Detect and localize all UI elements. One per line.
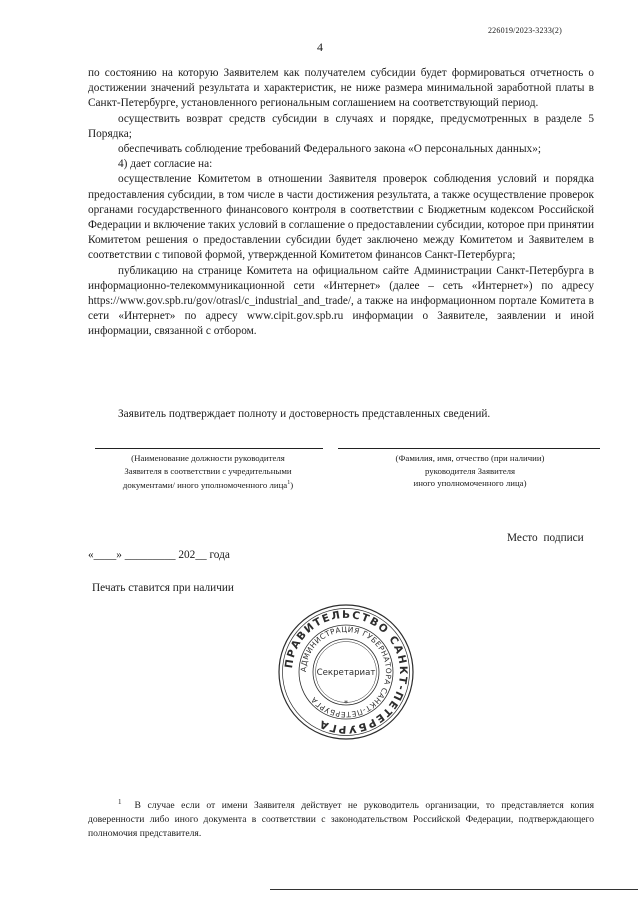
footnote [88,795,594,841]
footnote-ref: 1 [287,480,291,486]
document-body [88,66,594,340]
page-number: 4 [317,40,323,54]
seal-center-text: Секретариат [316,668,376,678]
paragraph-consent-publication: публикацию на странице Комитета на официальном сайте Администрации Санкт-Петербурга в информационно-телекоммуникационной сети «Интернет» (далее – сеть «Интернет») по адресу https://www.gov.spb.ru/gov/otrasl/c_industrial_and_trade/, а также на информационном портале Комитета в сети «Интернет» по адресу www.cipit.gov.spb.ru информации о Заявителе, заявлении и иной информации, связанной с отбором. [88,264,594,338]
paragraph-consent-inspections: осуществление Комитетом в отношении Заявителя проверок соблюдения условий и порядка предоставления субсидии, в том числе в части достижения результата, а также осуществление проверок органами государственного финансового контроля в соответствии с Бюджетным кодексом Российской Федерации и включение таких условий в соглашение о предоставлении субсидии, которое при принятии Комитетом решения о предоставлении субсидии будет заключено между Комитетом и Заявителем в соответствии с типовой формой, утвержденной Комитетом финансов Санкт-Петербурга; [88,173,594,262]
paragraph-personal-data: обеспечивать соблюдение требований Федерального закона «О персональных данных»; [118,143,541,156]
seal-note: Печать ставится при наличии [92,582,234,594]
document-number: 226019/2023-3233(2) [487,26,562,35]
signature-line-name [338,448,600,449]
paragraph-continuation: по состоянию на которую Заявителем как получателем субсидии будет формироваться отчетность о достижении значений результата и характеристик, не ниже размера минимальной заработной платы в Санкт-Петербурге, установленного региональным соглашением на соответствующий период. [88,67,594,110]
paragraph-consent-heading: 4) дает согласие на: [118,158,213,171]
official-seal-stamp [276,602,416,742]
paragraph-subsidy-refund: осуществить возврат средств субсидии в случаях и порядке, предусмотренных в разделе 5 Порядка; [88,112,594,140]
date-line: «____» _________ 202__ года [88,549,230,561]
bottom-divider [270,889,638,890]
signature-caption-name: (Фамилия, имя, отчество (при наличии) руководителя Заявителя иного уполномоченного лица) [395,453,545,488]
seal-inner-text: АДМИНИСТРАЦИЯ ГУБЕРНАТОРА САНКТ-ПЕТЕРБУРГА [298,624,394,720]
seal-outer-text: ПРАВИТЕЛЬСТВО САНКТ-ПЕТЕРБУРГА [282,608,410,736]
footnote-text: В случае если от имени Заявителя действует не руководитель организации, то представляется копия доверенности либо иного документа в соответствии с законодательством Российской Федерации, подтверждающего полномочия представителя. [88,800,594,840]
signature-caption-position: (Наименование должности руководителя Заявителя в соответствии с учредительными документами/ иного уполномоченного лица$^1$) [122,453,294,490]
seal-star-icon: * [344,699,348,708]
confirmation-statement: Заявитель подтверждает полноту и достоверность представленных сведений. [118,408,491,420]
footnote-marker: 1 [118,798,122,806]
signature-place-label: Место подписи [507,532,584,544]
signature-line-position [95,448,323,449]
